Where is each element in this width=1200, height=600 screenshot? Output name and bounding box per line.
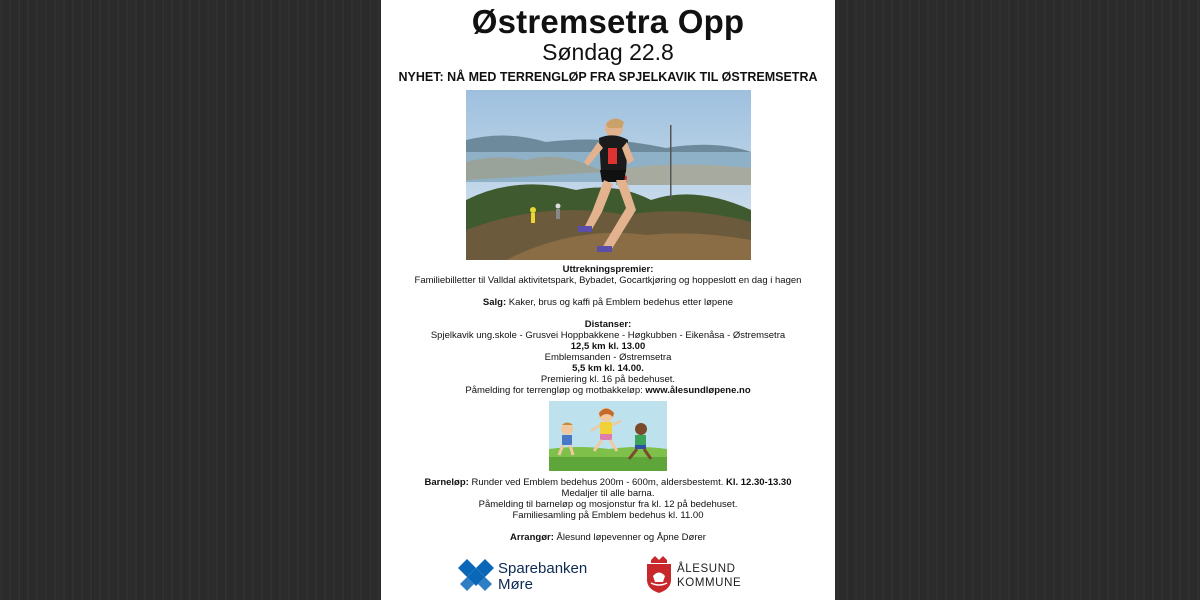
signup-url: www.ålesundløpene.no — [645, 385, 751, 396]
sale-line — [381, 297, 835, 308]
route-2-detail: 5,5 km kl. 14.00. — [572, 363, 644, 374]
kids-race-time: Kl. 12.30-13.30 — [726, 477, 792, 488]
alesund-kommune-logo — [645, 556, 765, 596]
sponsor-logos — [381, 556, 835, 596]
organizer-label: Arrangør: — [510, 532, 554, 543]
municipality-line2: KOMMUNE — [677, 577, 742, 589]
signup-line — [381, 385, 835, 396]
sparebanken-diamond-icon — [457, 558, 495, 594]
signup-text: Påmelding for terrengløp og motbakkeløp: — [465, 385, 646, 396]
organizer-line — [381, 532, 835, 543]
event-poster — [381, 0, 835, 600]
sparebanken-more-logo — [457, 558, 617, 596]
poster-title: Østremsetra Opp — [471, 3, 745, 40]
kids-race-line — [381, 477, 835, 488]
route-1-detail: 12,5 km kl. 13.00 — [570, 341, 646, 352]
route-1: Spjelkavik ung.skole - Grusvei Hoppbakkene - Høgkubben - Eikenåsa - Østremsetra — [430, 330, 786, 341]
organizer-text: Ålesund løpevenner og Åpne Dører — [553, 532, 706, 543]
news-headline: NYHET: NÅ MED TERRENGLØP FRA SPJELKAVIK TIL ØSTREMSETRA — [398, 70, 818, 84]
route-2: Emblemsanden - Østremsetra — [544, 352, 672, 363]
sale-text: Kaker, brus og kaffi på Emblem bedehus etter løpene — [506, 297, 734, 308]
prizes-text: Familiebilletter til Valldal aktivitetspark, Bybadet, Gocartkjøring og hoppeslott en dag i hagen — [414, 275, 802, 286]
award-line: Premiering kl. 16 på bedehuset. — [540, 374, 676, 385]
municipality-line1: ÅLESUND — [677, 563, 736, 575]
running-kids-illustration — [549, 401, 667, 471]
sale-label: Salg: — [482, 297, 507, 308]
runner-photo — [466, 90, 751, 260]
kids-race-label: Barneløp: — [424, 477, 469, 488]
distances-heading: Distanser: — [584, 319, 632, 330]
kids-race-text: Runder ved Emblem bedehus 200m - 600m, aldersbestemt. — [468, 477, 726, 488]
kids-signup-line: Påmelding til barneløp og mosjonstur fra kl. 12 på bedehuset. — [478, 499, 738, 510]
bank-name-line1: Sparebanken — [498, 560, 588, 577]
event-date: Søndag 22.8 — [542, 39, 674, 65]
bank-name-line2: Møre — [498, 576, 533, 593]
prizes-heading: Uttrekningspremier: — [562, 264, 654, 275]
family-line: Familiesamling på Emblem bedehus kl. 11.00 — [512, 510, 704, 521]
medals-line: Medaljer til alle barna. — [561, 488, 655, 499]
crest-icon — [645, 556, 673, 594]
